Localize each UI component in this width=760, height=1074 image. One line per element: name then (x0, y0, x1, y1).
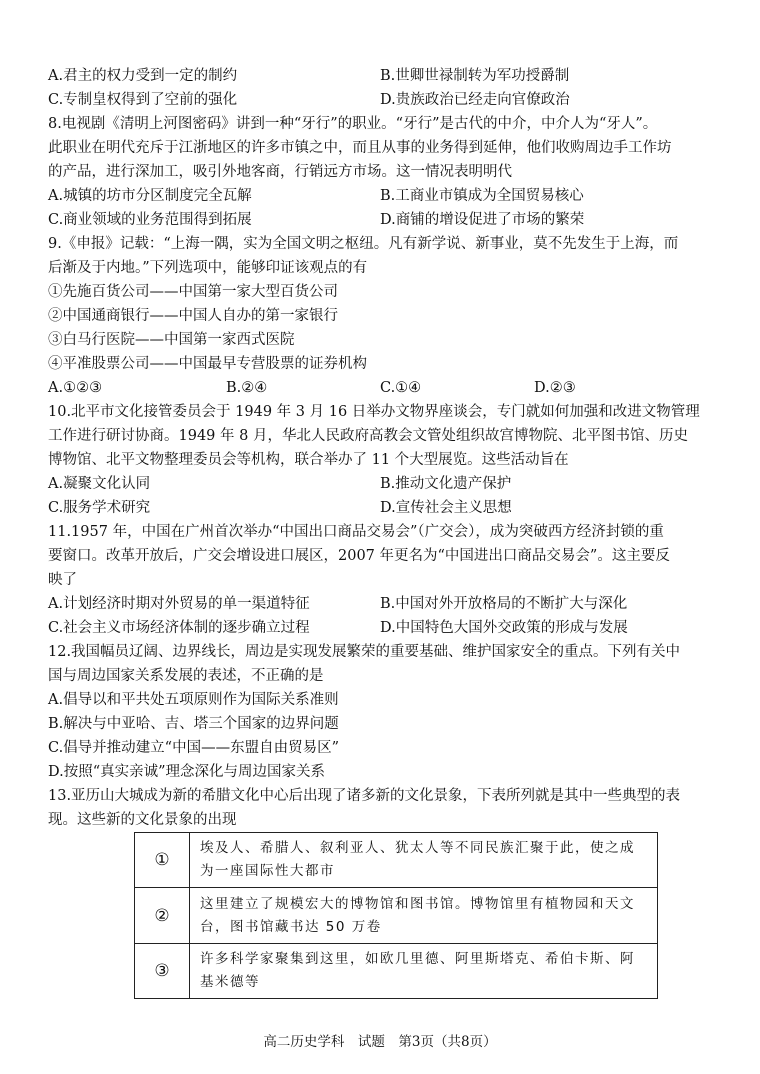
option-c: C.社会主义市场经济体制的逐步确立过程 (48, 620, 310, 636)
page-footer: 高二历史学科 试题 第3页（共8页） (263, 1034, 497, 1050)
option-d: D.按照“真实亲诚”理念深化与周边国家关系 (48, 764, 326, 780)
option-a: A.倡导以和平共处五项原则作为国际关系准则 (48, 692, 339, 708)
option-d: D.②③ (534, 380, 576, 396)
table-row (135, 944, 658, 999)
question-11-text: 11.1957 年，中国在广州首次举办“中国出口商品交易会”（广交会），成为突破西方经济封锁的重 (48, 524, 664, 540)
table-row (135, 888, 658, 944)
question-9-text: 9.《申报》记载：“上海一隅，实为全国文明之枢纽。凡有新学说、新事业，莫不先发生于上海，而 (48, 236, 679, 252)
option-d: D.贵族政治已经走向官僚政治 (380, 92, 570, 108)
option-a: A.凝聚文化认同 (48, 476, 151, 492)
option-a: A.①②③ (48, 380, 103, 396)
option-b: B.工商业市镇成为全国贸易核心 (380, 188, 584, 204)
question-9-item: ②中国通商银行——中国人自办的第一家银行 (48, 308, 338, 324)
row-text: 这里建立了规模宏大的博物馆和图书馆。博物馆里有植物园和天文台，图书馆藏书达 50 万卷 (190, 888, 658, 944)
option-c: C.商业领域的业务范围得到拓展 (48, 212, 252, 228)
option-a: A.计划经济时期对外贸易的单一渠道特征 (48, 596, 310, 612)
question-9-text: 后渐及于内地。”下列选项中，能够印证该观点的有 (48, 260, 368, 276)
table-row (135, 833, 658, 888)
row-number: ② (135, 888, 190, 944)
option-b: B.②④ (226, 380, 268, 396)
question-10-text: 博物馆、北平文物整理委员会等机构，联合举办了 11 个大型展览。这些活动旨在 (48, 452, 569, 468)
question-12-text: 国与周边国家关系发展的表述，不正确的是 (48, 668, 324, 684)
row-text: 埃及人、希腊人、叙利亚人、犹太人等不同民族汇聚于此，使之成为一座国际性大都市 (190, 833, 658, 888)
option-a: A.城镇的坊市分区制度完全瓦解 (48, 188, 252, 204)
question-11-text: 映了 (48, 572, 77, 588)
question-12-text: 12.我国幅员辽阔、边界线长，周边是实现发展繁荣的重要基础、维护国家安全的重点。下列有关中 (48, 644, 681, 660)
option-d: D.宣传社会主义思想 (380, 500, 512, 516)
question-8-text: 8.电视剧《清明上河图密码》讲到一种“牙行”的职业。“牙行”是古代的中介，中介人为“牙人”。 (48, 116, 658, 132)
row-number: ③ (135, 944, 190, 999)
question-9-item: ③白马行医院——中国第一家西式医院 (48, 332, 295, 348)
question-9-item: ④平准股票公司——中国最早专营股票的证券机构 (48, 356, 367, 372)
option-a: A.君主的权力受到一定的制约 (48, 68, 238, 84)
question-13-text: 13.亚历山大城成为新的希腊文化中心后出现了诸多新的文化景象，下表所列就是其中一些典型的表 (48, 788, 681, 804)
option-b: B.中国对外开放格局的不断扩大与深化 (380, 596, 628, 612)
option-c: C.专制皇权得到了空前的强化 (48, 92, 238, 108)
question-8-text: 此职业在明代充斥于江浙地区的许多市镇之中，而且从事的业务得到延伸，他们收购周边手工作坊 (48, 140, 672, 156)
question-8-text: 的产品，进行深加工，吸引外地客商，行销远方市场。这一情况表明明代 (48, 164, 512, 180)
culture-table (134, 832, 658, 999)
option-b: B.推动文化遗产保护 (380, 476, 512, 492)
option-d: D.商铺的增设促进了市场的繁荣 (380, 212, 585, 228)
option-c: C.①④ (380, 380, 422, 396)
option-b: B.解决与中亚哈、吉、塔三个国家的边界问题 (48, 716, 339, 732)
option-c: C.服务学术研究 (48, 500, 151, 516)
option-c: C.倡导并推动建立“中国——东盟自由贸易区” (48, 740, 340, 756)
question-9-item: ①先施百货公司——中国第一家大型百货公司 (48, 284, 338, 300)
option-b: B.世卿世禄制转为军功授爵制 (380, 68, 570, 84)
row-number: ① (135, 833, 190, 888)
question-13-text: 现。这些新的文化景象的出现 (48, 812, 237, 828)
row-text: 许多科学家聚集到这里，如欧几里德、阿里斯塔克、希伯卡斯、阿基米德等 (190, 944, 658, 999)
question-11-text: 要窗口。改革开放后，广交会增设进口展区，2007 年更名为“中国进出口商品交易会”。这主要反 (48, 548, 670, 564)
question-10-text: 工作进行研讨协商。1949 年 8 月，华北人民政府高教会文管处组织故宫博物院、北平图书馆、历史 (48, 428, 688, 444)
option-d: D.中国特色大国外交政策的形成与发展 (380, 620, 628, 636)
question-10-text: 10.北平市文化接管委员会于 1949 年 3 月 16 日举办文物界座谈会，专门就如何加强和改进文物管理 (48, 404, 700, 420)
